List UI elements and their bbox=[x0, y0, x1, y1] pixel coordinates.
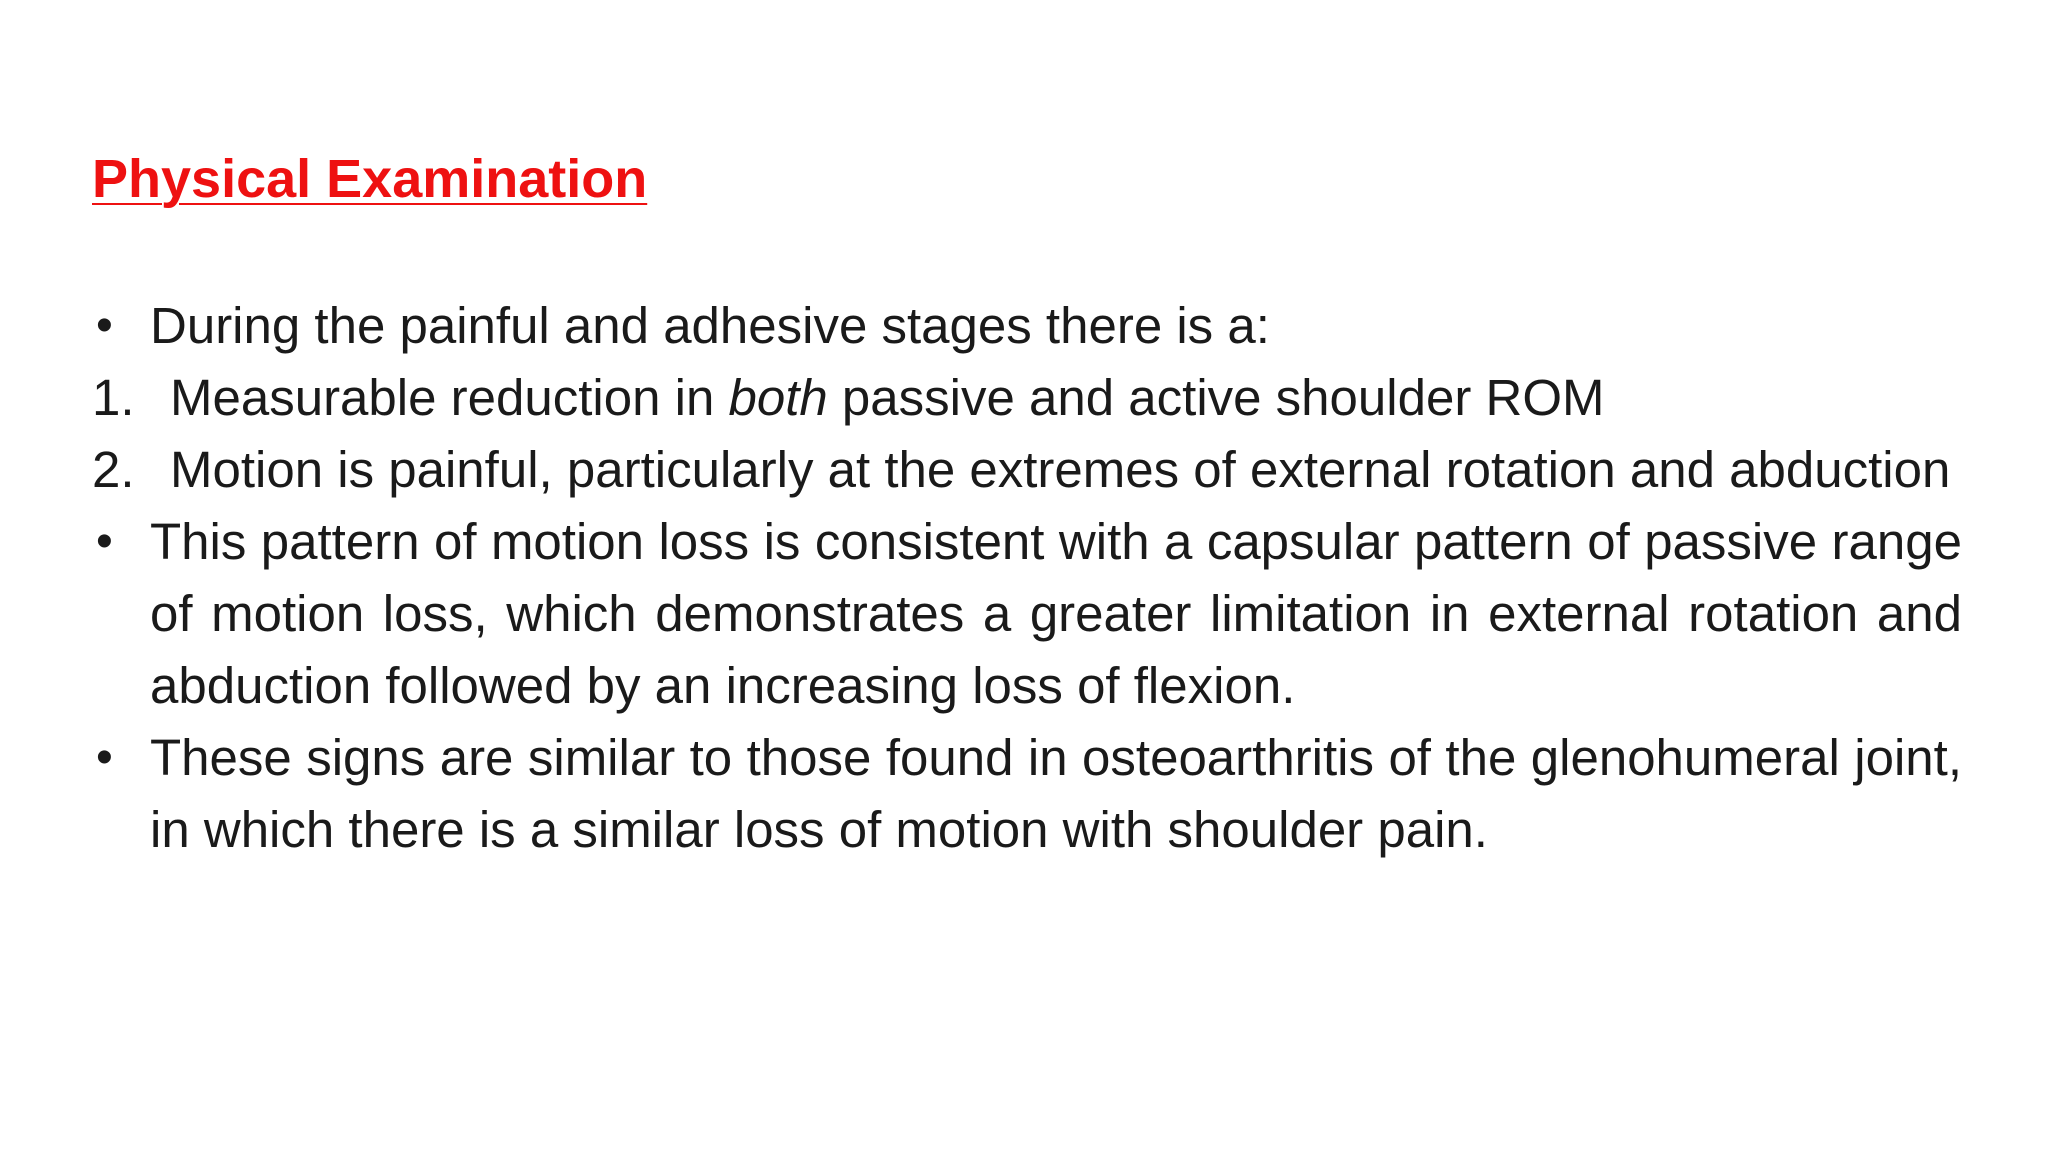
slide-body bbox=[92, 290, 1962, 866]
list-item bbox=[92, 290, 1962, 362]
bullet-marker: • bbox=[96, 515, 113, 568]
list-item-text bbox=[170, 369, 1604, 426]
list-item-text: Motion is painful, particularly at the extremes of external rotation and abduction bbox=[170, 441, 1951, 498]
number-marker: 2. bbox=[92, 441, 135, 498]
list-item-text: These signs are similar to those found in osteoarthritis of the glenohumeral joint, in which there is a similar loss of motion with shoulder pain. bbox=[150, 729, 1962, 858]
list-item bbox=[92, 722, 1962, 866]
emphasis-text: both bbox=[728, 369, 828, 426]
list-item bbox=[92, 434, 1962, 506]
number-marker: 1. bbox=[92, 369, 135, 426]
list-item bbox=[92, 362, 1962, 434]
list-item-text: During the painful and adhesive stages there is a: bbox=[150, 297, 1270, 354]
text-segment: Measurable reduction in bbox=[170, 369, 729, 426]
list-item-text: This pattern of motion loss is consistent with a capsular pattern of passive range of motion loss, which demonstrates a greater limitation in external rotation and abduction followed by an increasing loss of flexion. bbox=[150, 513, 1962, 714]
bullet-marker: • bbox=[96, 299, 113, 352]
text-segment: passive and active shoulder ROM bbox=[827, 369, 1605, 426]
slide-title: Physical Examination bbox=[92, 149, 648, 209]
list-item bbox=[92, 506, 1962, 722]
bullet-marker: • bbox=[96, 731, 113, 784]
